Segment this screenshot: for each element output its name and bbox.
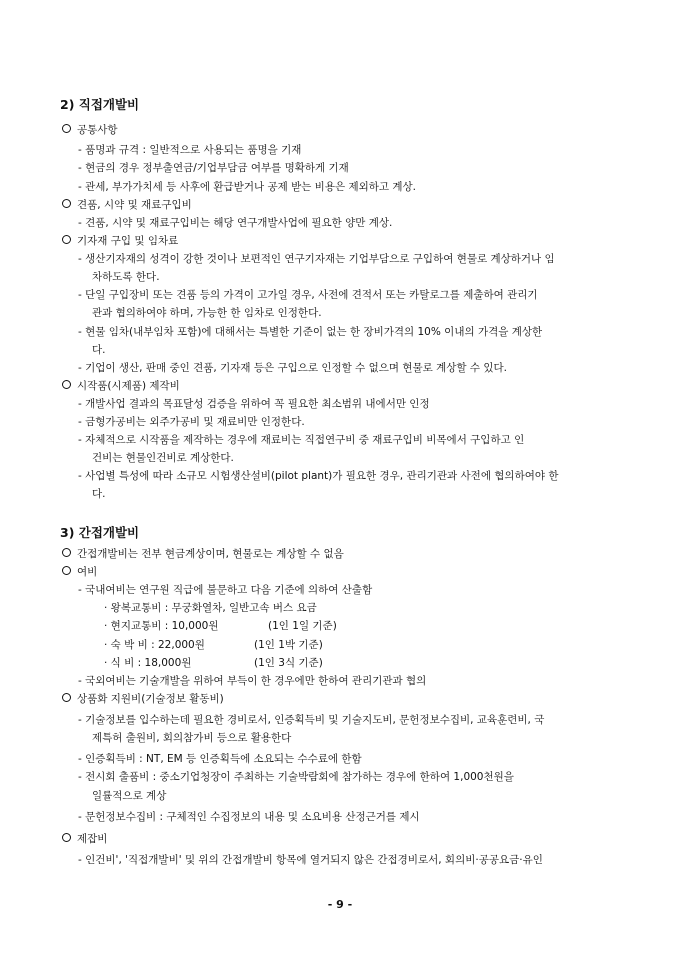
text-line: - 국외여비는 기술개발을 위하여 부득이 한 경우에만 한하여 관리기관과 협의: [78, 675, 427, 687]
circle-bullet-icon: [62, 548, 71, 557]
bullet-commercialization: 상품화 지원비(기술정보 활동비): [62, 692, 224, 706]
text-line: - 사업별 특성에 따라 소규모 시험생산설비(pilot plant)가 필요한 경우, 관리기관과 사전에 협의하여야 한: [78, 470, 559, 482]
text-line: - 품명과 규격 : 일반적으로 사용되는 품명을 기재: [78, 144, 302, 156]
text-line: - 자체적으로 시작품을 제작하는 경우에 재료비는 직접연구비 중 재료구입비 비목에서 구입하고 인: [78, 434, 525, 446]
circle-bullet-icon: [62, 693, 71, 702]
rate-note: (1인 1일 기준): [268, 620, 337, 632]
circle-bullet-icon: [62, 380, 71, 389]
text-line: 관과 협의하여야 하며, 가능한 한 임차로 인정한다.: [92, 307, 322, 319]
text-line: 건비는 현물인건비로 계상한다.: [92, 452, 234, 464]
text-line: - 금형가공비는 외주가공비 및 재료비만 인정한다.: [78, 416, 305, 428]
text-line: - 인증획득비 : NT, EM 등 인증획득에 소요되는 수수료에 한함: [78, 753, 362, 765]
text-line: - 기업이 생산, 판매 중인 견품, 기자재 등은 구입으로 인정할 수 없으며 현물로 계상할 수 있다.: [78, 362, 508, 374]
circle-bullet-icon: [62, 124, 71, 133]
section-3-heading: 3) 간접개발비: [60, 525, 140, 540]
text-line: 차하도록 한다.: [92, 271, 160, 283]
circle-bullet-icon: [62, 235, 71, 244]
circle-bullet-icon: [62, 833, 71, 842]
text-line: - 현물 임차(내부임차 포함)에 대해서는 특별한 기준이 없는 한 장비가격의 10% 이내의 가격을 계상한: [78, 326, 543, 338]
text-line: - 단일 구입장비 또는 견품 등의 가격이 고가일 경우, 사전에 견적서 또는 카탈로그를 제출하여 관리기: [78, 289, 538, 301]
bullet-common: 공통사항: [62, 123, 118, 137]
rate-line: · 왕복교통비 : 무궁화열차, 일반고속 버스 요금: [104, 602, 317, 614]
circle-bullet-icon: [62, 566, 71, 575]
rate-line: · 숙 박 비 : 22,000원: [104, 639, 205, 651]
text-line: - 생산기자재의 성격이 강한 것이나 보편적인 연구기자재는 기업부담으로 구입하여 현물로 계상하거나 임: [78, 253, 555, 265]
text-line: 다.: [92, 344, 106, 356]
bullet-misc: 제잡비: [62, 832, 107, 846]
text-line: - 견품, 시약 및 재료구입비는 해당 연구개발사업에 필요한 양만 계상.: [78, 217, 393, 229]
bullet-indirect: 간접개발비는 전부 현금계상이며, 현물로는 계상할 수 없음: [62, 547, 344, 561]
rate-note: (1인 3식 기준): [254, 657, 323, 669]
circle-bullet-icon: [62, 199, 71, 208]
bullet-prototype: 시작품(시제품) 제작비: [62, 379, 180, 393]
text-line: - 현금의 경우 정부출연금/기업부담금 여부를 명확하게 기재: [78, 162, 349, 174]
text-line: - 관세, 부가가치세 등 사후에 환급받거나 공제 받는 비용은 제외하고 계상.: [78, 181, 416, 193]
section-2-heading: 2) 직접개발비: [60, 97, 140, 112]
text-line: - 전시회 출품비 : 중소기업청장이 주최하는 기술박람회에 참가하는 경우에 한하여 1,000천원을: [78, 771, 514, 783]
text-line: - 개발사업 결과의 목표달성 검증을 위하여 꼭 필요한 최소범위 내에서만 인정: [78, 398, 430, 410]
text-line: 제특허 출원비, 회의참가비 등으로 활용한다: [92, 732, 292, 744]
text-line: 일률적으로 계상: [92, 790, 167, 802]
rate-note: (1인 1박 기준): [254, 639, 323, 651]
page-number: - 9 -: [327, 898, 353, 911]
text-line: 다.: [92, 488, 106, 500]
text-line: - 문헌정보수집비 : 구체적인 수집정보의 내용 및 소요비용 산정근거를 제시: [78, 811, 420, 823]
text-line: - 국내여비는 연구원 직급에 불문하고 다음 기준에 의하여 산출함: [78, 584, 373, 596]
bullet-equipment: 기자재 구입 및 임차료: [62, 234, 178, 248]
bullet-travel: 여비: [62, 565, 97, 579]
rate-line: · 식 비 : 18,000원: [104, 657, 192, 669]
rate-line: · 현지교통비 : 10,000원: [104, 620, 219, 632]
text-line: - 기술정보를 입수하는데 필요한 경비로서, 인증획득비 및 기술지도비, 문헌정보수집비, 교육훈련비, 국: [78, 714, 545, 726]
bullet-materials: 견품, 시약 및 재료구입비: [62, 198, 192, 212]
text-line: - 인건비', '직접개발비' 및 위의 간접개발비 항목에 열거되지 않은 간접경비로서, 회의비·공공요금·유인: [78, 854, 543, 866]
